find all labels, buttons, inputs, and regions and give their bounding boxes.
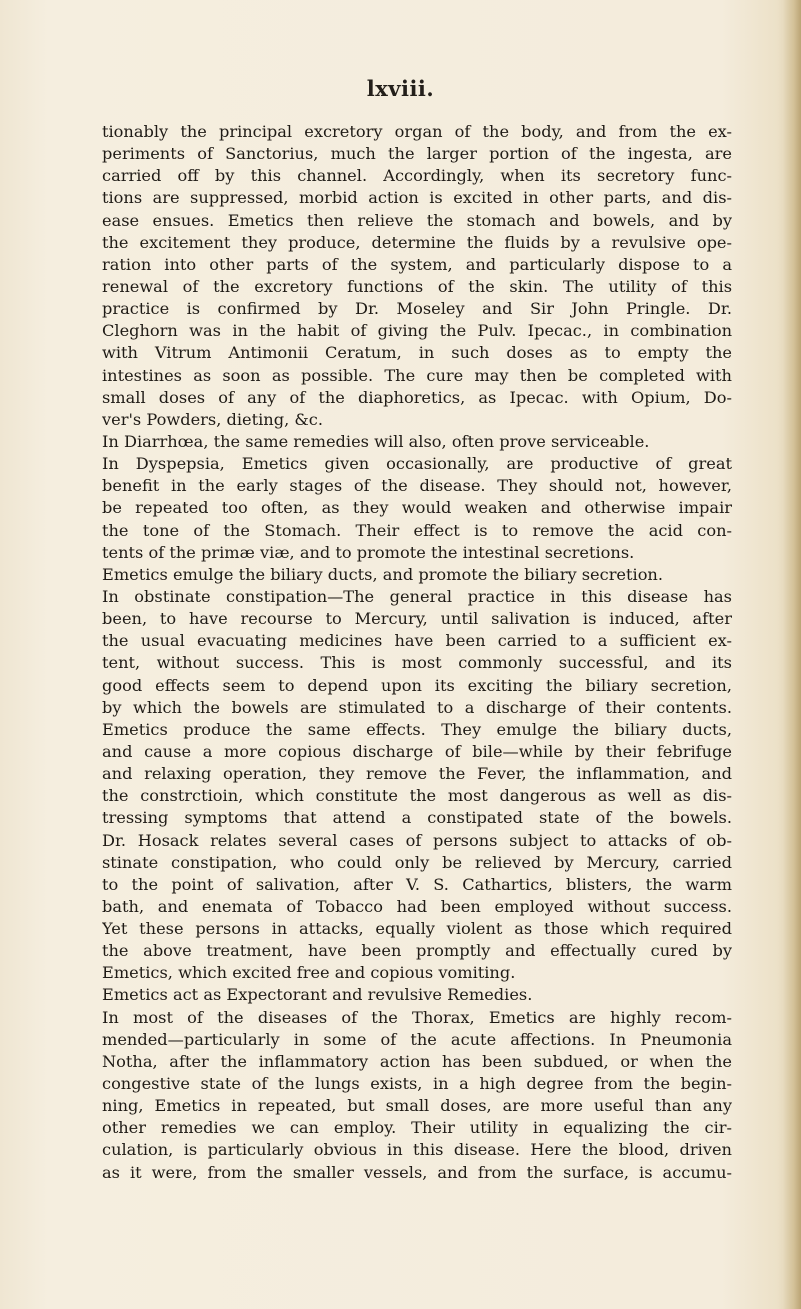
text-line: good effects seem to depend upon its exciting the biliary secretion,	[102, 675, 732, 695]
text-line: be repeated too often, as they would weaken and otherwise impair	[102, 498, 732, 518]
text-line: In Dyspepsia, Emetics given occasionally, are productive of great	[102, 454, 732, 474]
text-line: Notha, after the inflammatory action has been subdued, or when the	[102, 1051, 732, 1071]
text-line: as it were, from the smaller vessels, and from the surface, is accumu-	[102, 1162, 732, 1182]
text-line: bath, and enemata of Tobacco had been employed without success.	[102, 896, 732, 916]
text-line: congestive state of the lungs exists, in a high degree from the begin-	[102, 1074, 732, 1094]
text-line: to the point of salivation, after V. S. Cathartics, blisters, the warm	[102, 874, 732, 894]
text-line: been, to have recourse to Mercury, until salivation is induced, after	[102, 609, 732, 629]
text-line: the tone of the Stomach. Their effect is to remove the acid con-	[102, 520, 732, 540]
text-line: In obstinate constipation—The general practice in this disease has	[102, 586, 732, 606]
text-line: Cleghorn was in the habit of giving the Pulv. Ipecac., in combination	[102, 321, 732, 341]
text-line: Emetics act as Expectorant and revulsive Remedies.	[102, 985, 533, 1005]
text-line: mended—particularly in some of the acute affections. In Pneumonia	[102, 1029, 732, 1049]
text-line: ease ensues. Emetics then relieve the stomach and bowels, and by	[102, 210, 732, 230]
text-line: and relaxing operation, they remove the Fever, the inflammation, and	[102, 764, 732, 784]
page-edge-shadow	[783, 0, 801, 1309]
text-line: by which the bowels are stimulated to a discharge of their contents.	[102, 697, 732, 717]
text-line: renewal of the excretory functions of the skin. The utility of this	[102, 276, 732, 296]
page-number: lxviii.	[366, 76, 435, 101]
text-line: the excitement they produce, determine the fluids by a revulsive ope-	[102, 232, 732, 252]
text-line: In Diarrhœa, the same remedies will also, often prove serviceable.	[102, 431, 650, 451]
text-line: culation, is particularly obvious in this disease. Here the blood, driven	[102, 1140, 732, 1160]
text-line: ver's Powders, dieting, &c.	[102, 409, 323, 429]
text-line: and cause a more copious discharge of bile—while by their febrifuge	[102, 741, 732, 761]
text-line: ration into other parts of the system, and particularly dispose to a	[102, 254, 732, 274]
text-line: benefit in the early stages of the disease. They should not, however,	[102, 476, 732, 496]
text-line: tionably the principal excretory organ of the body, and from the ex-	[102, 122, 732, 141]
text-line: In most of the diseases of the Thorax, Emetics are highly recom-	[102, 1007, 732, 1027]
text-line: tent, without success. This is most commonly successful, and its	[102, 653, 732, 673]
text-line: Emetics emulge the biliary ducts, and promote the biliary secretion.	[102, 564, 664, 584]
text-line: tions are suppressed, morbid action is excited in other parts, and dis-	[102, 188, 732, 208]
text-line: intestines as soon as possible. The cure may then be completed with	[102, 365, 732, 385]
text-line: small doses of any of the diaphoretics, as Ipecac. with Opium, Do-	[102, 387, 732, 407]
text-line: carried off by this channel. Accordingly, when its secretory func-	[102, 166, 732, 186]
text-line: stinate constipation, who could only be relieved by Mercury, carried	[102, 852, 732, 872]
text-line: Emetics produce the same effects. They emulge the biliary ducts,	[102, 719, 732, 739]
text-line: Emetics, which excited free and copious vomiting.	[102, 963, 516, 983]
text-line: the above treatment, have been promptly and effectually cured by	[102, 941, 732, 961]
text-line: tents of the primæ viæ, and to promote the intestinal secretions.	[102, 542, 635, 562]
text-line: periments of Sanctorius, much the larger portion of the ingesta, are	[102, 144, 732, 164]
text-line: ning, Emetics in repeated, but small doses, are more useful than any	[102, 1096, 732, 1116]
text-line: practice is confirmed by Dr. Moseley and Sir John Pringle. Dr.	[102, 299, 732, 319]
text-line: the usual evacuating medicines have been carried to a sufficient ex-	[102, 631, 732, 651]
text-line: other remedies we can employ. Their utility in equalizing the cir-	[102, 1118, 732, 1138]
text-line: tressing symptoms that attend a constipated state of the bowels.	[102, 808, 732, 828]
text-line: the constrctioin, which constitute the most dangerous as well as dis-	[102, 786, 732, 806]
text-line: with Vitrum Antimonii Ceratum, in such doses as to empty the	[102, 343, 732, 363]
body-text	[102, 121, 732, 1184]
text-line: Dr. Hosack relates several cases of persons subject to attacks of ob-	[102, 830, 732, 850]
text-line: Yet these persons in attacks, equally violent as those which required	[102, 919, 732, 939]
